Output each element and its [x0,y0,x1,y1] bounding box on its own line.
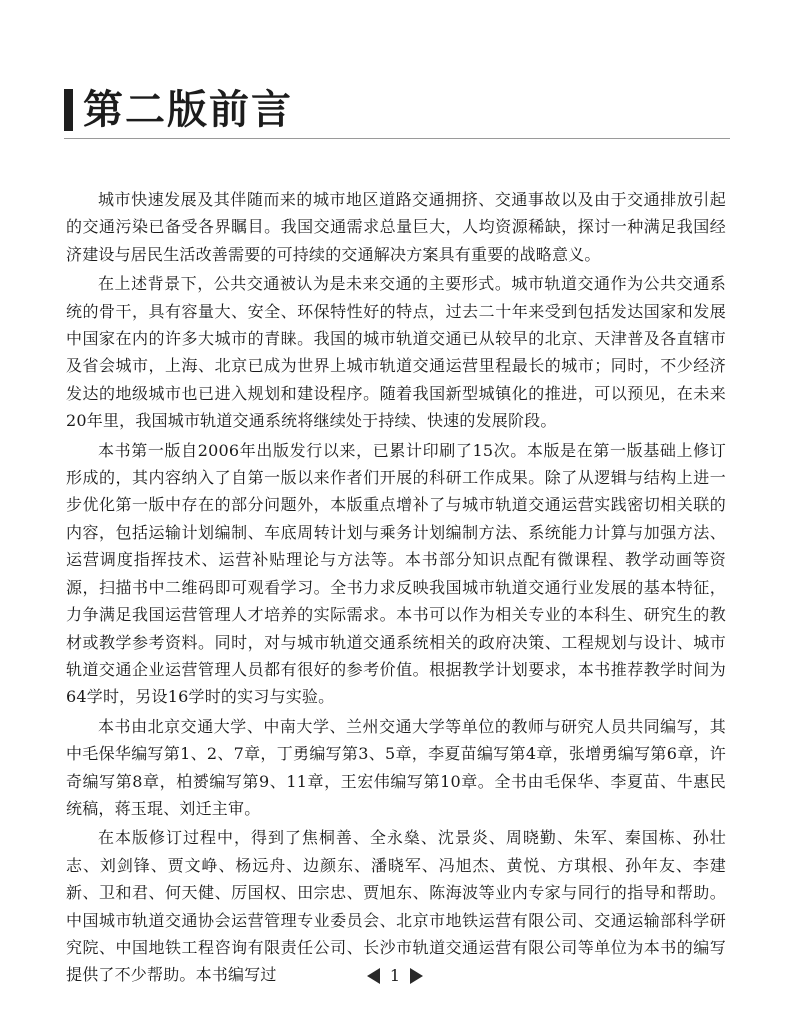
title-divider [64,138,730,139]
paragraph-4: 本书由北京交通大学、中南大学、兰州交通大学等单位的教师与研究人员共同编写，其中毛保华编写第1、2、7章，丁勇编写第3、5章，李夏苗编写第4章，张增勇编写第6章，许奇编写第8章，柏赟编写第9、11章，王宏伟编写第10章。全书由毛保华、李夏苗、牛惠民统稿，蒋玉琨、刘迁主审。 [66,716,726,818]
paragraph-1: 城市快速发展及其伴随而来的城市地区道路交通拥挤、交通事故以及由于交通排放引起的交通污染已备受各界瞩目。我国交通需求总量巨大，人均资源稀缺，探讨一种满足我国经济建设与居民生活改善需要的可持续的交通解决方案具有重要的战略意义。 [66,190,726,264]
paragraph-3: 本书第一版自2006年出版发行以来，已累计印刷了15次。本版是在第一版基础上修订形成的，其内容纳入了自第一版以来作者们开展的科研工作成果。除了从逻辑与结构上进一步优化第一版中存在的部分问题外，本版重点增补了与城市轨道交通运营实践密切相关联的内容，包括运输计划编制、车底周转计划与乘务计划编制方法、系统能力计算与加强方法、运营调度指挥技术、运营补贴理论与方法等。本书部分知识点配有微课程、教学动画等资源，扫描书中二维码即可观看学习。全书力求反映我国城市轨道交通行业发展的基本特征，力争满足我国运营管理人才培养的实际需求。本书可以作为相关专业的本科生、研究生的教材或教学参考资料。同时，对与城市轨道交通系统相关的政府决策、工程规划与设计、城市轨道交通企业运营管理人员都有很好的参考价值。根据教学计划要求，本书推荐教学时间为64学时，另设16学时的实习与实验。 [66,440,726,707]
page-title: 第二版前言 [83,87,293,133]
paragraph-5: 在本版修订过程中，得到了焦桐善、全永燊、沈景炎、周晓勤、朱军、秦国栋、孙壮志、刘剑锋、贾文峥、杨远舟、边颜东、潘晓军、冯旭杰、黄悦、方琪根、孙年友、李建新、卫和君、何天健、厉国权、田宗忠、贾旭东、陈海波等业内专家与同行的指导和帮助。中国城市轨道交通协会运营管理专业委员会、北京市地铁运营有限公司、交通运输部科学研究院、中国地铁工程咨询有限责任公司、长沙市轨道交通运营有限公司等单位为本书的编写提供了不少帮助。本书编写过 [66,828,726,985]
body-text [66,186,726,991]
page-number: 1 [389,966,401,985]
title-bar-mark [64,89,73,131]
page-header [64,88,293,132]
page-footer [0,963,790,989]
triangle-left-icon [367,968,380,984]
paragraph-2: 在上述背景下，公共交通被认为是未来交通的主要形式。城市轨道交通作为公共交通系统的骨干，具有容量大、安全、环保特性好的特点，过去二十年来受到包括发达国家和发展中国家在内的许多大城市的青睐。我国的城市轨道交通已从较早的北京、天津普及各直辖市及省会城市，上海、北京已成为世界上城市轨道交通运营里程最长的城市；同时，不少经济发达的地级城市也已进入规划和建设程序。随着我国新型城镇化的推进，可以预见，在未来20年里，我国城市轨道交通系统将继续处于持续、快速的发展阶段。 [66,274,726,431]
triangle-right-icon [410,968,423,984]
